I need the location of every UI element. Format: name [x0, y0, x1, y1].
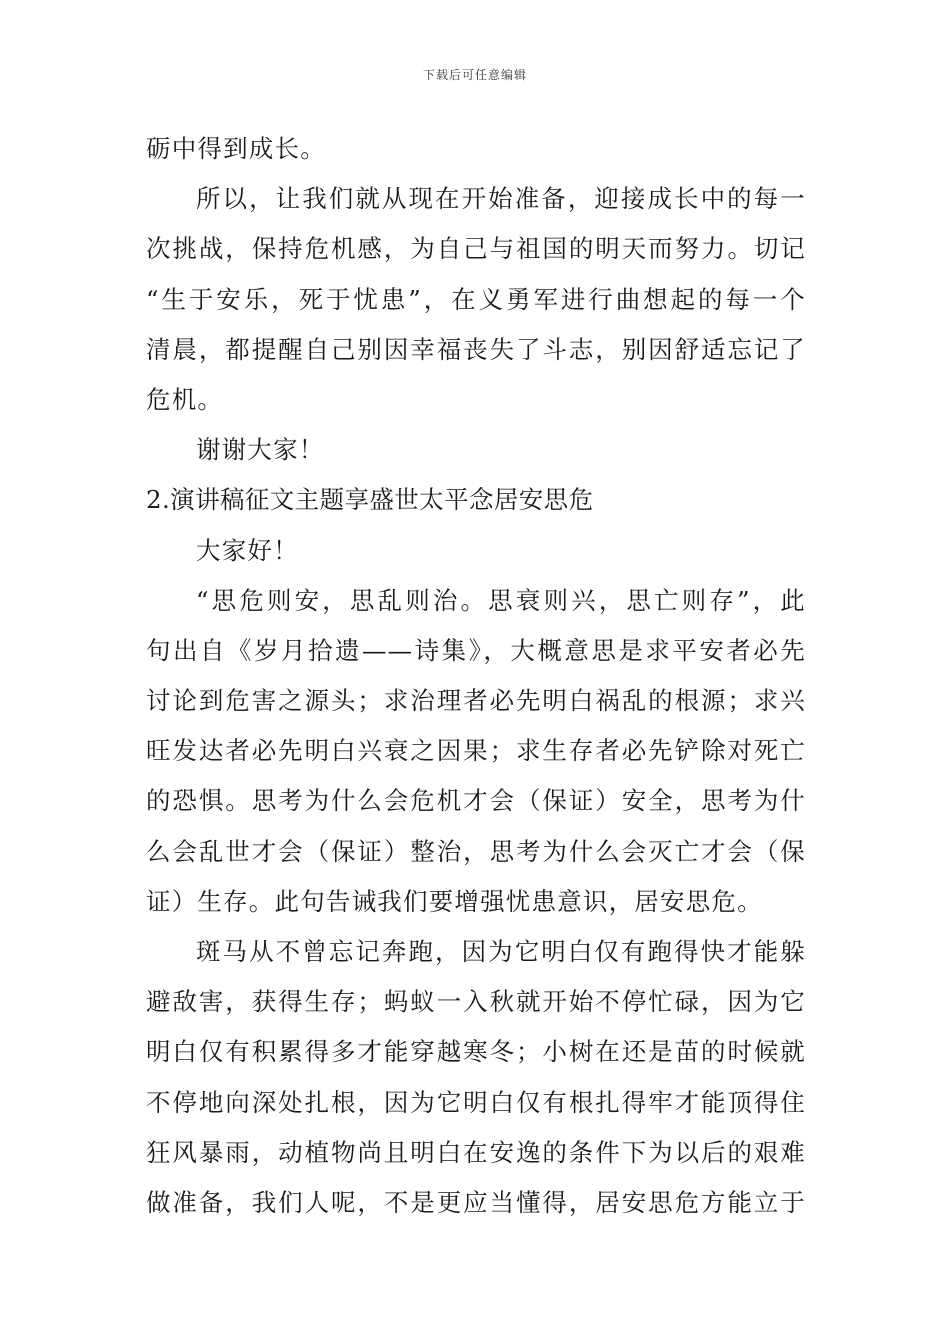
- paragraph-line: 清晨，都提醒自己别因幸福丧失了斗志，别因舒适忘记了: [146, 334, 806, 364]
- paragraph-line: 大家好！: [196, 535, 299, 565]
- paragraph-line: 句出自《岁月拾遗——诗集》，大概意思是求平安者必先: [146, 635, 806, 665]
- paragraph-line: 不停地向深处扎根，因为它明白仅有根扎得牢才能顶得住: [146, 1087, 806, 1117]
- paragraph-line: 明白仅有积累得多才能穿越寒冬；小树在还是苗的时候就: [146, 1037, 806, 1067]
- paragraph-line: 避敌害，获得生存；蚂蚁一入秋就开始不停忙碌，因为它: [146, 987, 806, 1017]
- paragraph-line: 谢谢大家！: [196, 435, 325, 465]
- paragraph-line: 旺发达者必先明白兴衰之因果；求生存者必先铲除对死亡: [146, 736, 806, 766]
- paragraph-line: “思危则安，思乱则治。思衰则兴，思亡则存”，此: [196, 585, 806, 615]
- paragraph-line: 次挑战，保持危机感，为自己与祖国的明天而努力。切记: [146, 234, 806, 264]
- document-body: [146, 124, 806, 1228]
- paragraph-line: “生于安乐，死于忧患”，在义勇军进行曲想起的每一个: [146, 284, 806, 314]
- paragraph-line: 所以，让我们就从现在开始准备，迎接成长中的每一: [196, 184, 806, 214]
- section-title: 2.演讲稿征文主题享盛世太平念居安思危: [146, 485, 594, 515]
- paragraph-line: 做准备，我们人呢，不是更应当懂得，居安思危方能立于: [146, 1187, 806, 1217]
- paragraph-line: 狂风暴雨，动植物尚且明白在安逸的条件下为以后的艰难: [146, 1137, 806, 1167]
- paragraph-line: 讨论到危害之源头；求治理者必先明白祸乱的根源；求兴: [146, 686, 806, 716]
- paragraph-line: 的恐惧。思考为什么会危机才会（保证）安全，思考为什: [146, 786, 806, 816]
- paragraph-line: 么会乱世才会（保证）整治，思考为什么会灭亡才会（保: [146, 836, 806, 866]
- paragraph-line: 危机。: [146, 384, 224, 414]
- page-header: 下载后可任意编辑: [422, 68, 527, 82]
- paragraph-line: 斑马从不曾忘记奔跑，因为它明白仅有跑得快才能躲: [196, 937, 806, 966]
- paragraph-line: 砺中得到成长。: [146, 134, 326, 163]
- paragraph-line: 证）生存。此句告诫我们要增强忧患意识，居安思危。: [146, 886, 763, 916]
